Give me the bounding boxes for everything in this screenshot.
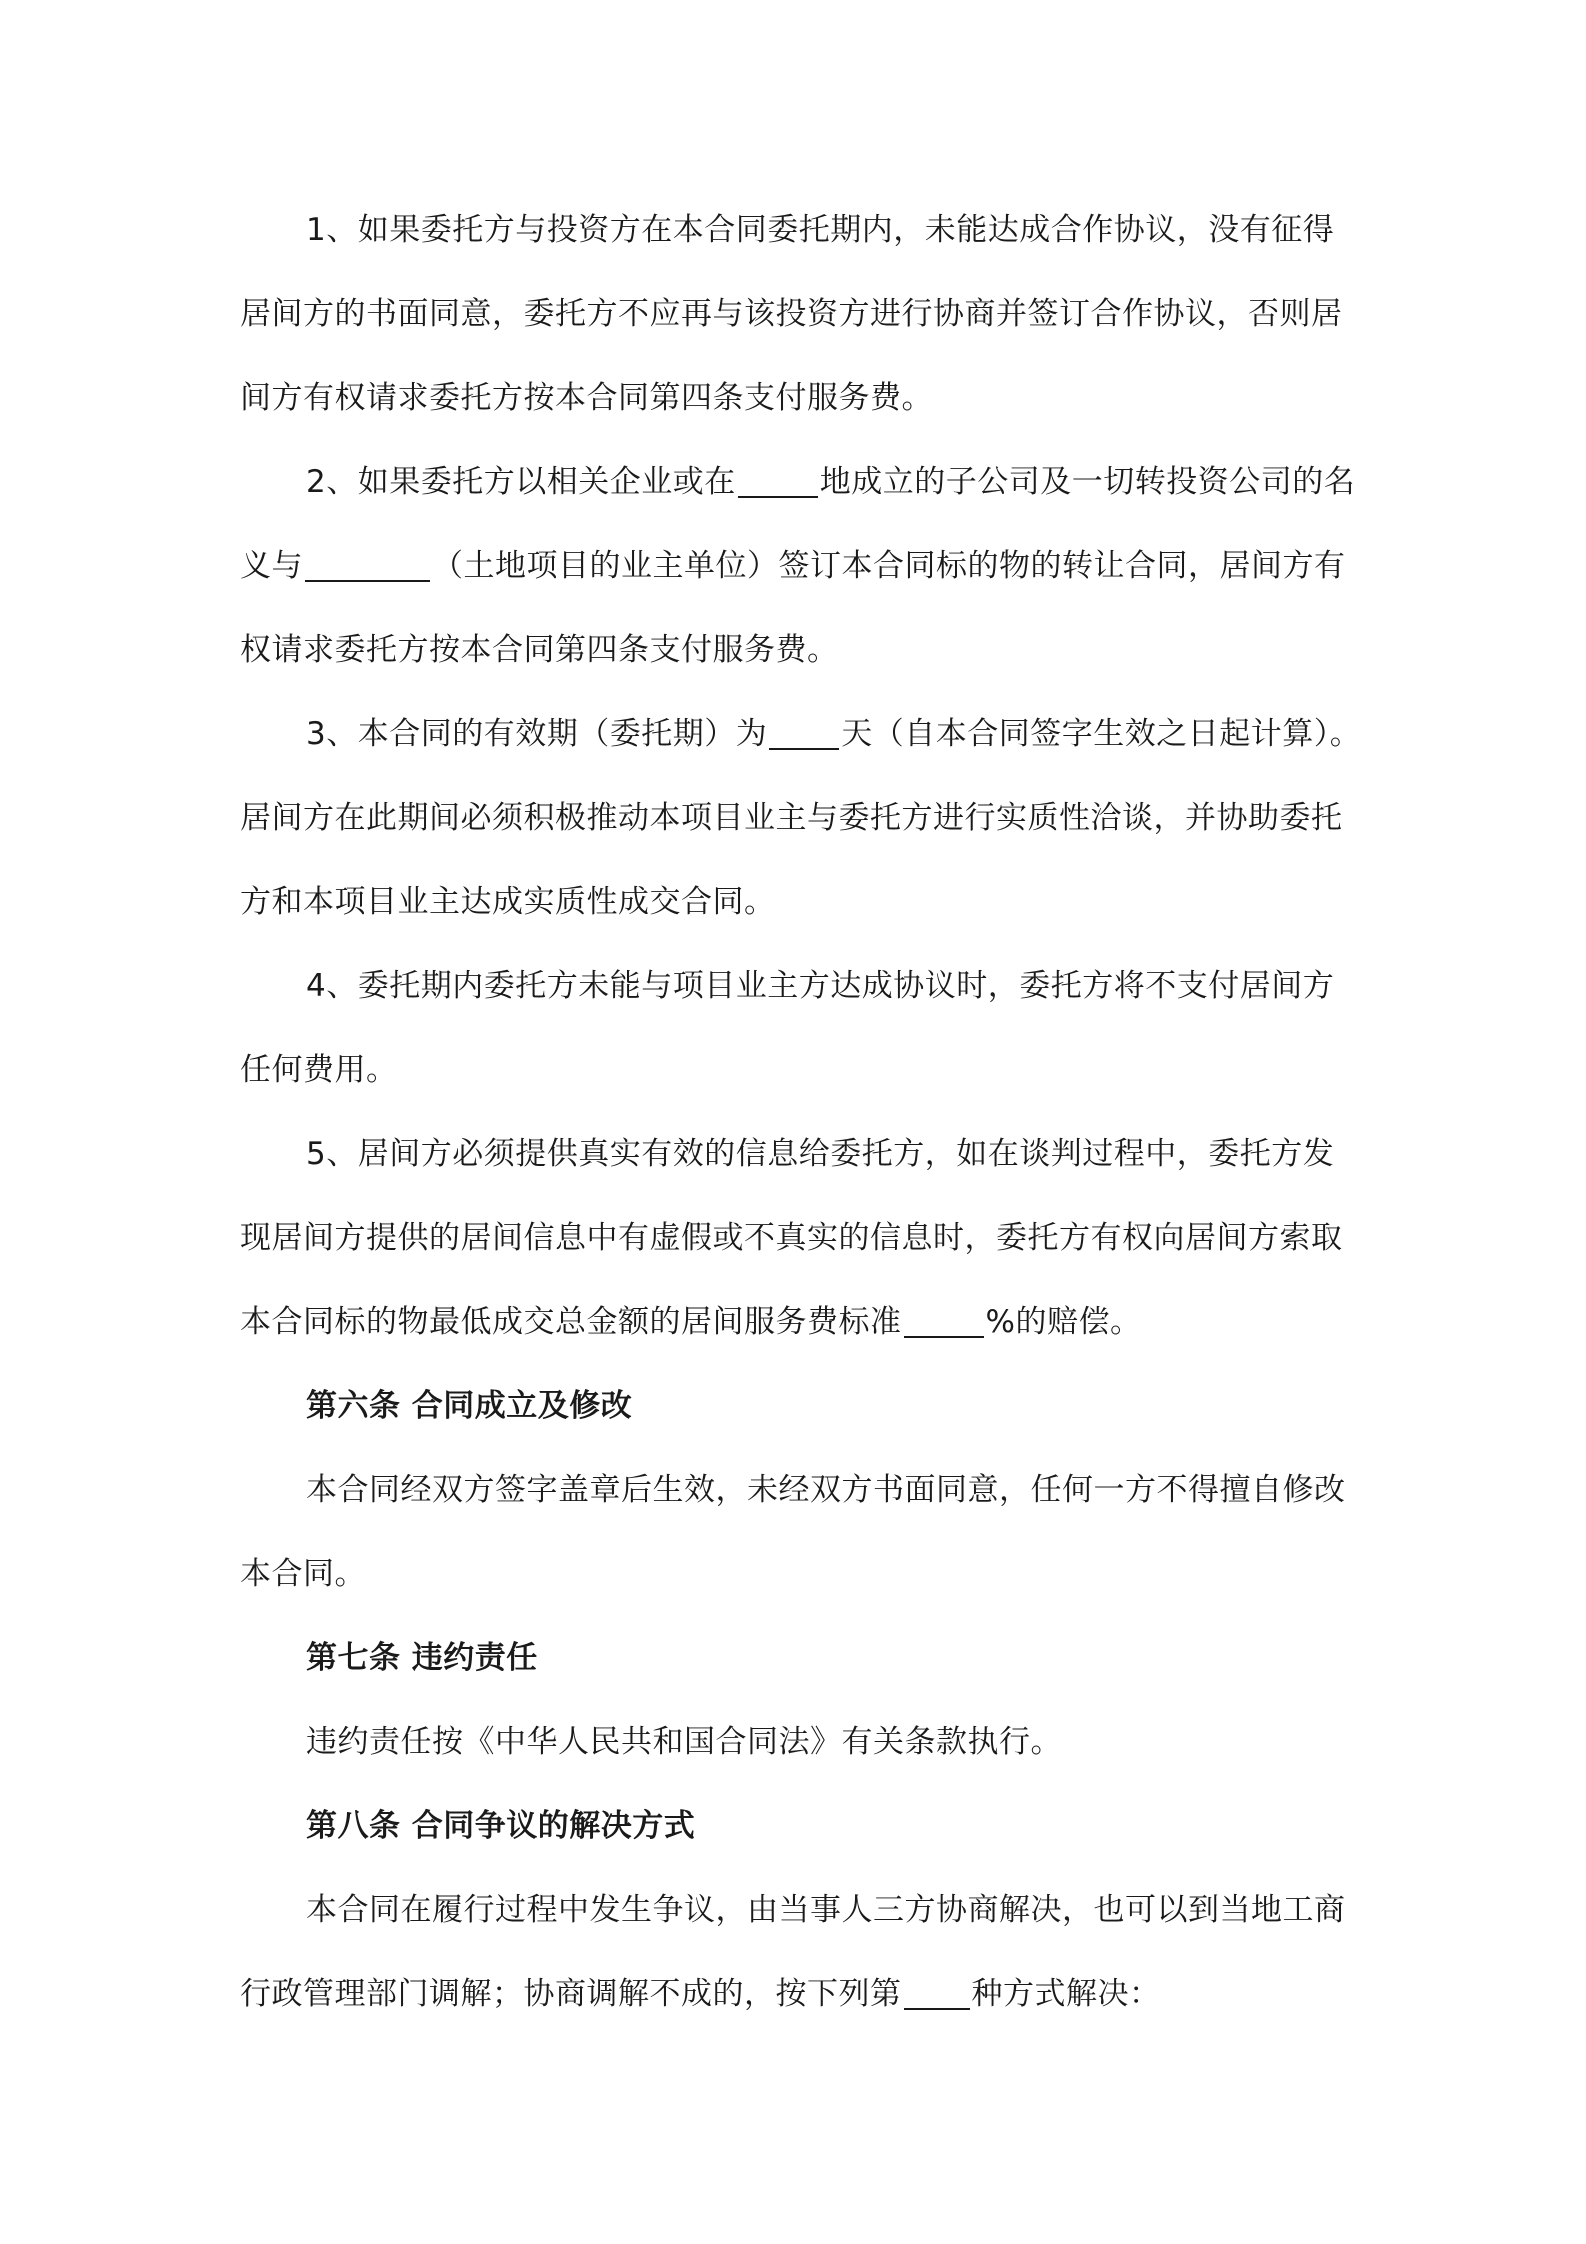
compensation-percent-blank[interactable] — [904, 1302, 984, 1338]
clause-4 — [240, 961, 1355, 1129]
clause-2-line-1 — [240, 457, 1355, 541]
document-body — [240, 205, 1362, 2053]
clause-2 — [240, 457, 1355, 709]
clause-2-line-1-text-a: 2、如果委托方以相关企业或在 — [306, 464, 736, 500]
clause-3-line-1 — [240, 709, 1362, 793]
clause-2-line-2 — [240, 541, 1355, 625]
article-8-line-2-text-b: 种方式解决： — [971, 1976, 1161, 2012]
clause-3-line-2: 居间方在此期间必须积极推动本项目业主与委托方进行实质性洽谈，并协助委托 — [240, 800, 1343, 836]
article-8-heading: 第八条 合同争议的解决方式 — [306, 1808, 696, 1844]
article-6-heading: 第六条 合同成立及修改 — [306, 1388, 633, 1424]
article-7-heading-block — [240, 1633, 1355, 1717]
clause-2-line-3: 权请求委托方按本合同第四条支付服务费。 — [240, 632, 839, 668]
clause-3-line-1-text-b: 天（自本合同签字生效之日起计算）。 — [841, 716, 1362, 752]
article-6-line-2: 本合同。 — [240, 1556, 366, 1592]
article-6-body — [240, 1465, 1355, 1633]
resolution-method-blank[interactable] — [904, 1974, 970, 2010]
clause-5-line-3-text-a: 本合同标的物最低成交总金额的居间服务费标准 — [240, 1304, 902, 1340]
article-6-heading-block — [240, 1381, 1355, 1465]
clause-5 — [240, 1129, 1355, 1381]
article-8-line-2-text-a: 行政管理部门调解；协商调解不成的，按下列第 — [240, 1976, 902, 2012]
article-8-line-2 — [240, 1969, 1355, 2053]
term-days-blank[interactable] — [769, 714, 839, 750]
article-6-line-1: 本合同经双方签字盖章后生效，未经双方书面同意，任何一方不得擅自修改 — [306, 1472, 1346, 1508]
clause-4-line-1: 4、委托期内委托方未能与项目业主方达成协议时，委托方将不支付居间方 — [306, 968, 1335, 1004]
clause-1-line-3: 间方有权请求委托方按本合同第四条支付服务费。 — [240, 380, 933, 416]
clause-5-line-2: 现居间方提供的居间信息中有虚假或不真实的信息时，委托方有权向居间方索取 — [240, 1220, 1343, 1256]
clause-5-line-1: 5、居间方必须提供真实有效的信息给委托方，如在谈判过程中，委托方发 — [306, 1136, 1335, 1172]
clause-1 — [240, 205, 1355, 457]
clause-2-line-2-text-b: （土地项目的业主单位）签订本合同标的物的转让合同，居间方有 — [432, 548, 1346, 584]
article-7-body — [240, 1717, 1355, 1801]
clause-3-line-3: 方和本项目业主达成实质性成交合同。 — [240, 884, 776, 920]
clause-3-line-1-text-a: 3、本合同的有效期（委托期）为 — [306, 716, 768, 752]
article-8-heading-block — [240, 1801, 1355, 1885]
clause-5-line-3-text-b: %的赔偿。 — [985, 1304, 1142, 1340]
location-blank[interactable] — [738, 462, 818, 498]
article-8-body — [240, 1885, 1355, 2053]
article-7-heading: 第七条 违约责任 — [306, 1640, 538, 1676]
clause-2-line-1-text-b: 地成立的子公司及一切转投资公司的名 — [819, 464, 1356, 500]
clause-1-line-2: 居间方的书面同意，委托方不应再与该投资方进行协商并签订合作协议，否则居 — [240, 296, 1343, 332]
clause-5-line-3 — [240, 1297, 1355, 1381]
article-8-line-1: 本合同在履行过程中发生争议，由当事人三方协商解决，也可以到当地工商 — [306, 1892, 1346, 1928]
article-7-line-1: 违约责任按《中华人民共和国合同法》有关条款执行。 — [306, 1724, 1062, 1760]
clause-2-line-2-text-a: 义与 — [240, 548, 303, 584]
clause-4-line-2: 任何费用。 — [240, 1052, 398, 1088]
owner-unit-blank[interactable] — [305, 546, 430, 582]
clause-1-line-1: 1、如果委托方与投资方在本合同委托期内，未能达成合作协议，没有征得 — [306, 212, 1335, 248]
clause-3 — [240, 709, 1362, 961]
